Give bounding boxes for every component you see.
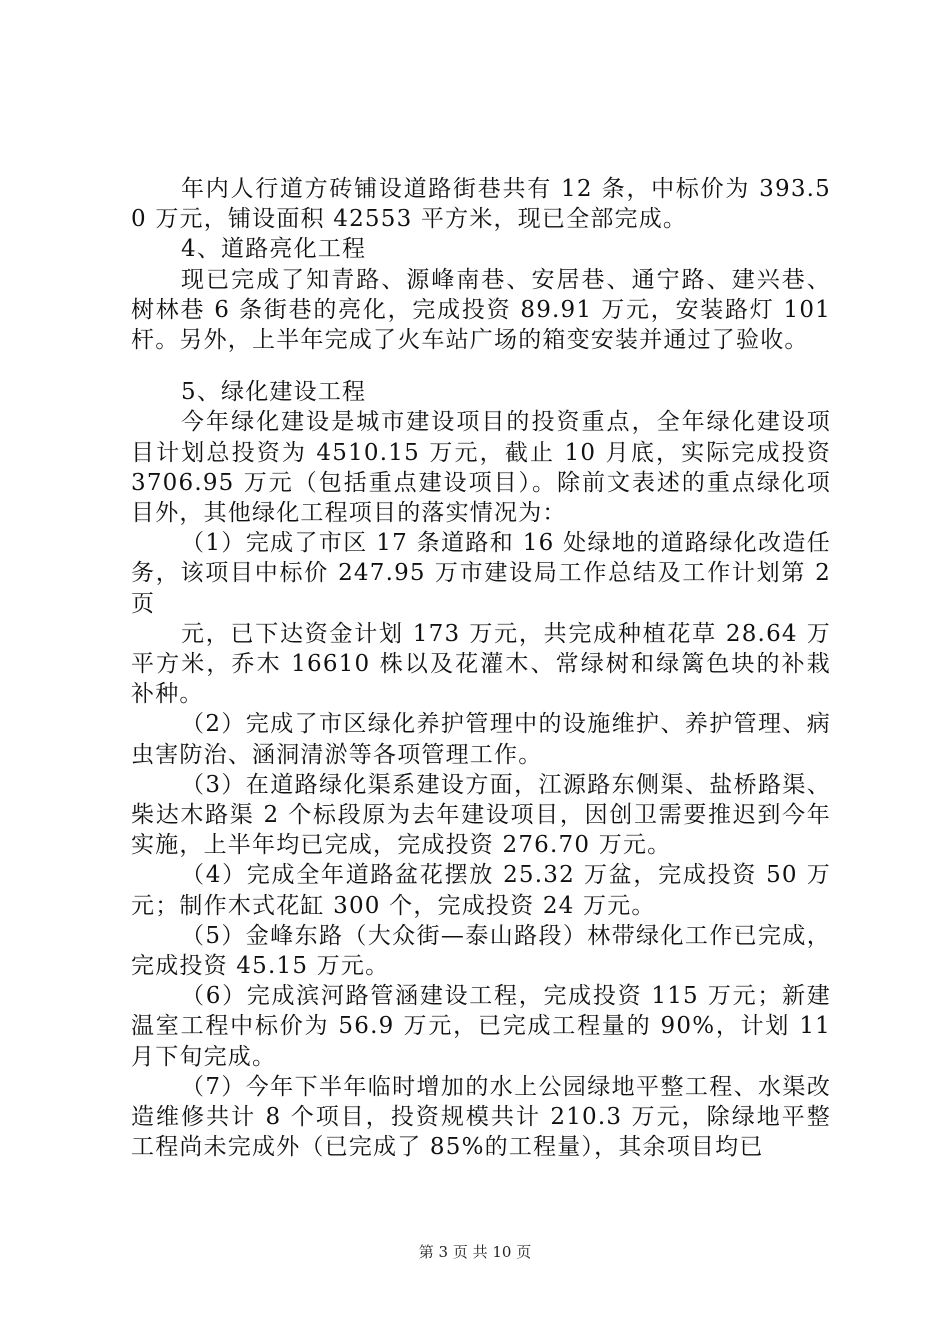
paragraph-sidewalk-paving: 年内人行道方砖铺设道路街巷共有 12 条，中标价为 393.50 万元，铺设面积 42553 平方米，现已全部完成。 — [131, 176, 831, 233]
paragraph-greening-overview: 今年绿化建设是城市建设项目的投资重点，全年绿化建设项目计划总投资为 4510.15 万元，截止 10 月底，实际完成投资 3706.95 万元（包括重点建设项目）。除前文表述的重点绿化项目外，其他绿化工程项目的落实情况为： — [131, 409, 831, 527]
list-item-1-continued: 元，已下达资金计划 173 万元，共完成种植花草 28.64 万平方米，乔木 16610 株以及花灌木、常绿树和绿篱色块的补栽补种。 — [131, 620, 831, 708]
list-item-4: （4）完成全年道路盆花摆放 25.32 万盆，完成投资 50 万元；制作木式花缸 300 个，完成投资 24 万元。 — [131, 862, 831, 919]
list-item-6: （6）完成滨河路管涵建设工程，完成投资 115 万元；新建温室工程中标价为 56.9 万元，已完成工程量的 90%，计划 11 月下旬完成。 — [131, 983, 831, 1070]
paragraph-road-lighting: 现已完成了知青路、源峰南巷、安居巷、通宁路、建兴巷、树林巷 6 条街巷的亮化，完成投资 89.91 万元，安装路灯 101 杆。另外，上半年完成了火车站广场的箱变安装并通过了验收。 — [131, 266, 831, 354]
heading-road-lighting: 4、道路亮化工程 — [181, 236, 367, 263]
heading-greening: 5、绿化建设工程 — [181, 379, 367, 406]
list-item-1: （1）完成了市区 17 条道路和 16 处绿地的道路绿化改造任务，该项目中标价 247.95 万市建设局工作总结及工作计划第 2 页 — [131, 530, 831, 617]
document-body — [131, 174, 831, 1163]
list-item-5: （5）金峰东路（大众街—泰山路段）林带绿化工作已完成，完成投资 45.15 万元。 — [131, 922, 831, 980]
list-item-7: （7）今年下半年临时增加的水上公园绿地平整工程、水渠改造维修共计 8 个项目，投资规模共计 210.3 万元，除绿地平整工程尚未完成外（已完成了 85%的工程量），其余项目均已 — [131, 1073, 831, 1161]
page-footer — [0, 1242, 950, 1262]
page-number: 第 3 页 共 10 页 — [418, 1243, 532, 1261]
list-item-2: （2）完成了市区绿化养护管理中的设施维护、养护管理、病虫害防治、涵洞清淤等各项管理工作。 — [131, 711, 831, 768]
list-item-3: （3）在道路绿化渠系建设方面，江源路东侧渠、盐桥路渠、柴达木路渠 2 个标段原为去年建设项目，因创卫需要推迟到今年实施，上半年均已完成，完成投资 276.70 万元。 — [131, 771, 831, 859]
